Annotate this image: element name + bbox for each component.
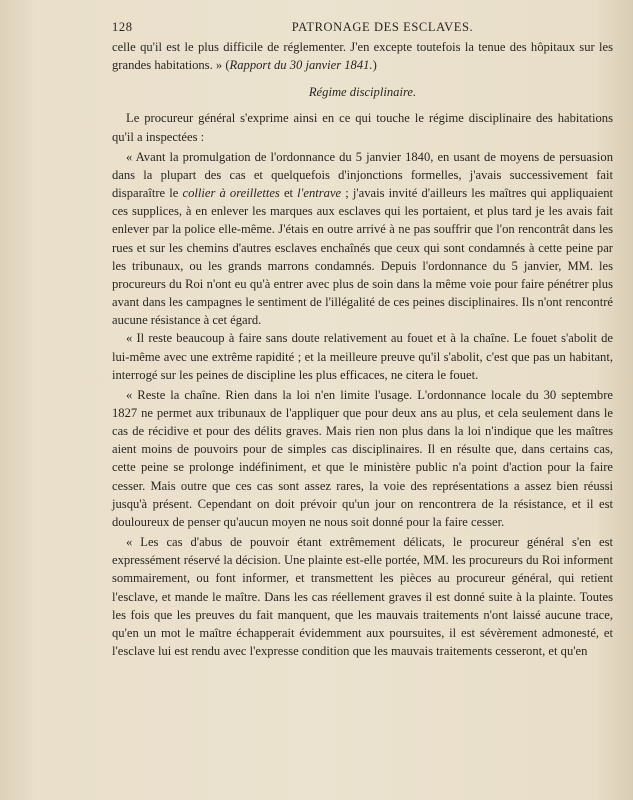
report-reference: Rapport du 30 janvier 1841. (229, 58, 373, 73)
section-title: Régime disciplinaire. (308, 85, 417, 100)
running-title: PATRONAGE DES ESCLAVES. (291, 20, 474, 34)
intro-paragraph: Le procureur général s'exprime ainsi en ce qui touche le régime disciplinaire des habitations qu'il a inspectées : (112, 111, 613, 144)
paragraph-ordonnance-part-c: ; j'avais invité d'ailleurs les maîtres qui appliquaient ces supplices, à en enlever les marques aux esclaves qui les portaient, et plus tard je les avais fait enlever par la police elle-même. J'étais en outre arrivé à ne pas souffrir que l'on rencontrât dans les rues et sur les chemins d'autres esclaves enchaînés que ceux qui sont condamnés à cette peine par les tribunaux, ou les grands marrons condamnés. Depuis l'ordonnance du 5 janvier, MM. les procureurs du Roi n'ont eu qu'à entrer avec plus de soin dans la même voie pour faire pénétrer plus avant dans les campagnes le sentiment de l'illégalité de ces peines disciplinaires. Ils n'ont rencontré aucune résistance à cet égard. (112, 186, 613, 328)
italic-entrave: l'entrave (297, 186, 342, 201)
page-header (112, 18, 613, 38)
body-text (112, 38, 613, 660)
page-number: 128 (112, 20, 133, 34)
paragraph-ordonnance-part-b: et (279, 186, 298, 201)
paragraph-abus: « Les cas d'abus de pouvoir étant extrêmement délicats, le procureur général s'en est expressément réservé la décision. Une plainte est-elle portée, MM. les procureurs du Roi informent sommairement, ou font informer, et transmettent les pièces au procureur général, qui retient l'esclave, et mande le maître. Dans les cas réellement graves il est donné suite à la plainte. Toutes les fois que les preuves du fait manquent, que les mauvais traitements n'ont laissé aucune trace, qu'en un mot le maître échapperait évidemment aux poursuites, il est sévèrement admonesté, et l'esclave lui est rendu avec l'expresse condition que les mauvais traitements cesseront, et qu'en (112, 535, 613, 658)
paragraph-fouet: « Il reste beaucoup à faire sans doute relativement au fouet et à la chaîne. Le fouet s'abolit de lui-même avec une extrême rapidité ; et la meilleure preuve qu'il s'abolit, c'est que pas un habitant, interrogé sur les peines de discipline les plus efficaces, ne citera le fouet. (112, 331, 613, 382)
report-reference-close: ) (372, 58, 377, 73)
italic-collier: collier à oreillettes (182, 186, 280, 201)
opening-text: celle qu'il est le plus difficile de réglementer. J'en excepte toutefois la tenue des hôpitaux sur les grandes habitations. » (112, 40, 613, 73)
paragraph-chaine: « Reste la chaîne. Rien dans la loi n'en limite l'usage. L'ordonnance locale du 30 septembre 1827 ne permet aux tribunaux de l'appliquer que pour deux ans au plus, et cela seulement dans le cas de récidive et pour des délits graves. Mais rien non plus dans la loi n'indique que les maîtres aient moins de pouvoirs pour de simples cas disciplinaires. Il en résulte que, dans certains cas, cette peine se prolonge indéfiniment, et que le ministère public n'a point d'action pour la faire cesser. Mais outre que ces cas sont assez rares, la voie des représentations a assez bien réussi jusqu'à présent. Cependant on doit prévoir qu'un jour on rencontrera de la résistance, et il est douloureux de penser qu'aucun moyen ne nous soit donné pour la faire cesser. (112, 387, 613, 529)
paragraph-ordonnance (112, 148, 613, 330)
opening-paragraph (112, 38, 613, 74)
paragraph-ordonnance-part-a: « Avant la promulgation de l'ordonnance du 5 janvier 1840, en usant de moyens de persuasion dans la plupart des cas et quelquefois d'injonctions formelles, j'avais successivement fait disparaître le (112, 149, 613, 201)
report-reference-open: ( (225, 58, 230, 73)
